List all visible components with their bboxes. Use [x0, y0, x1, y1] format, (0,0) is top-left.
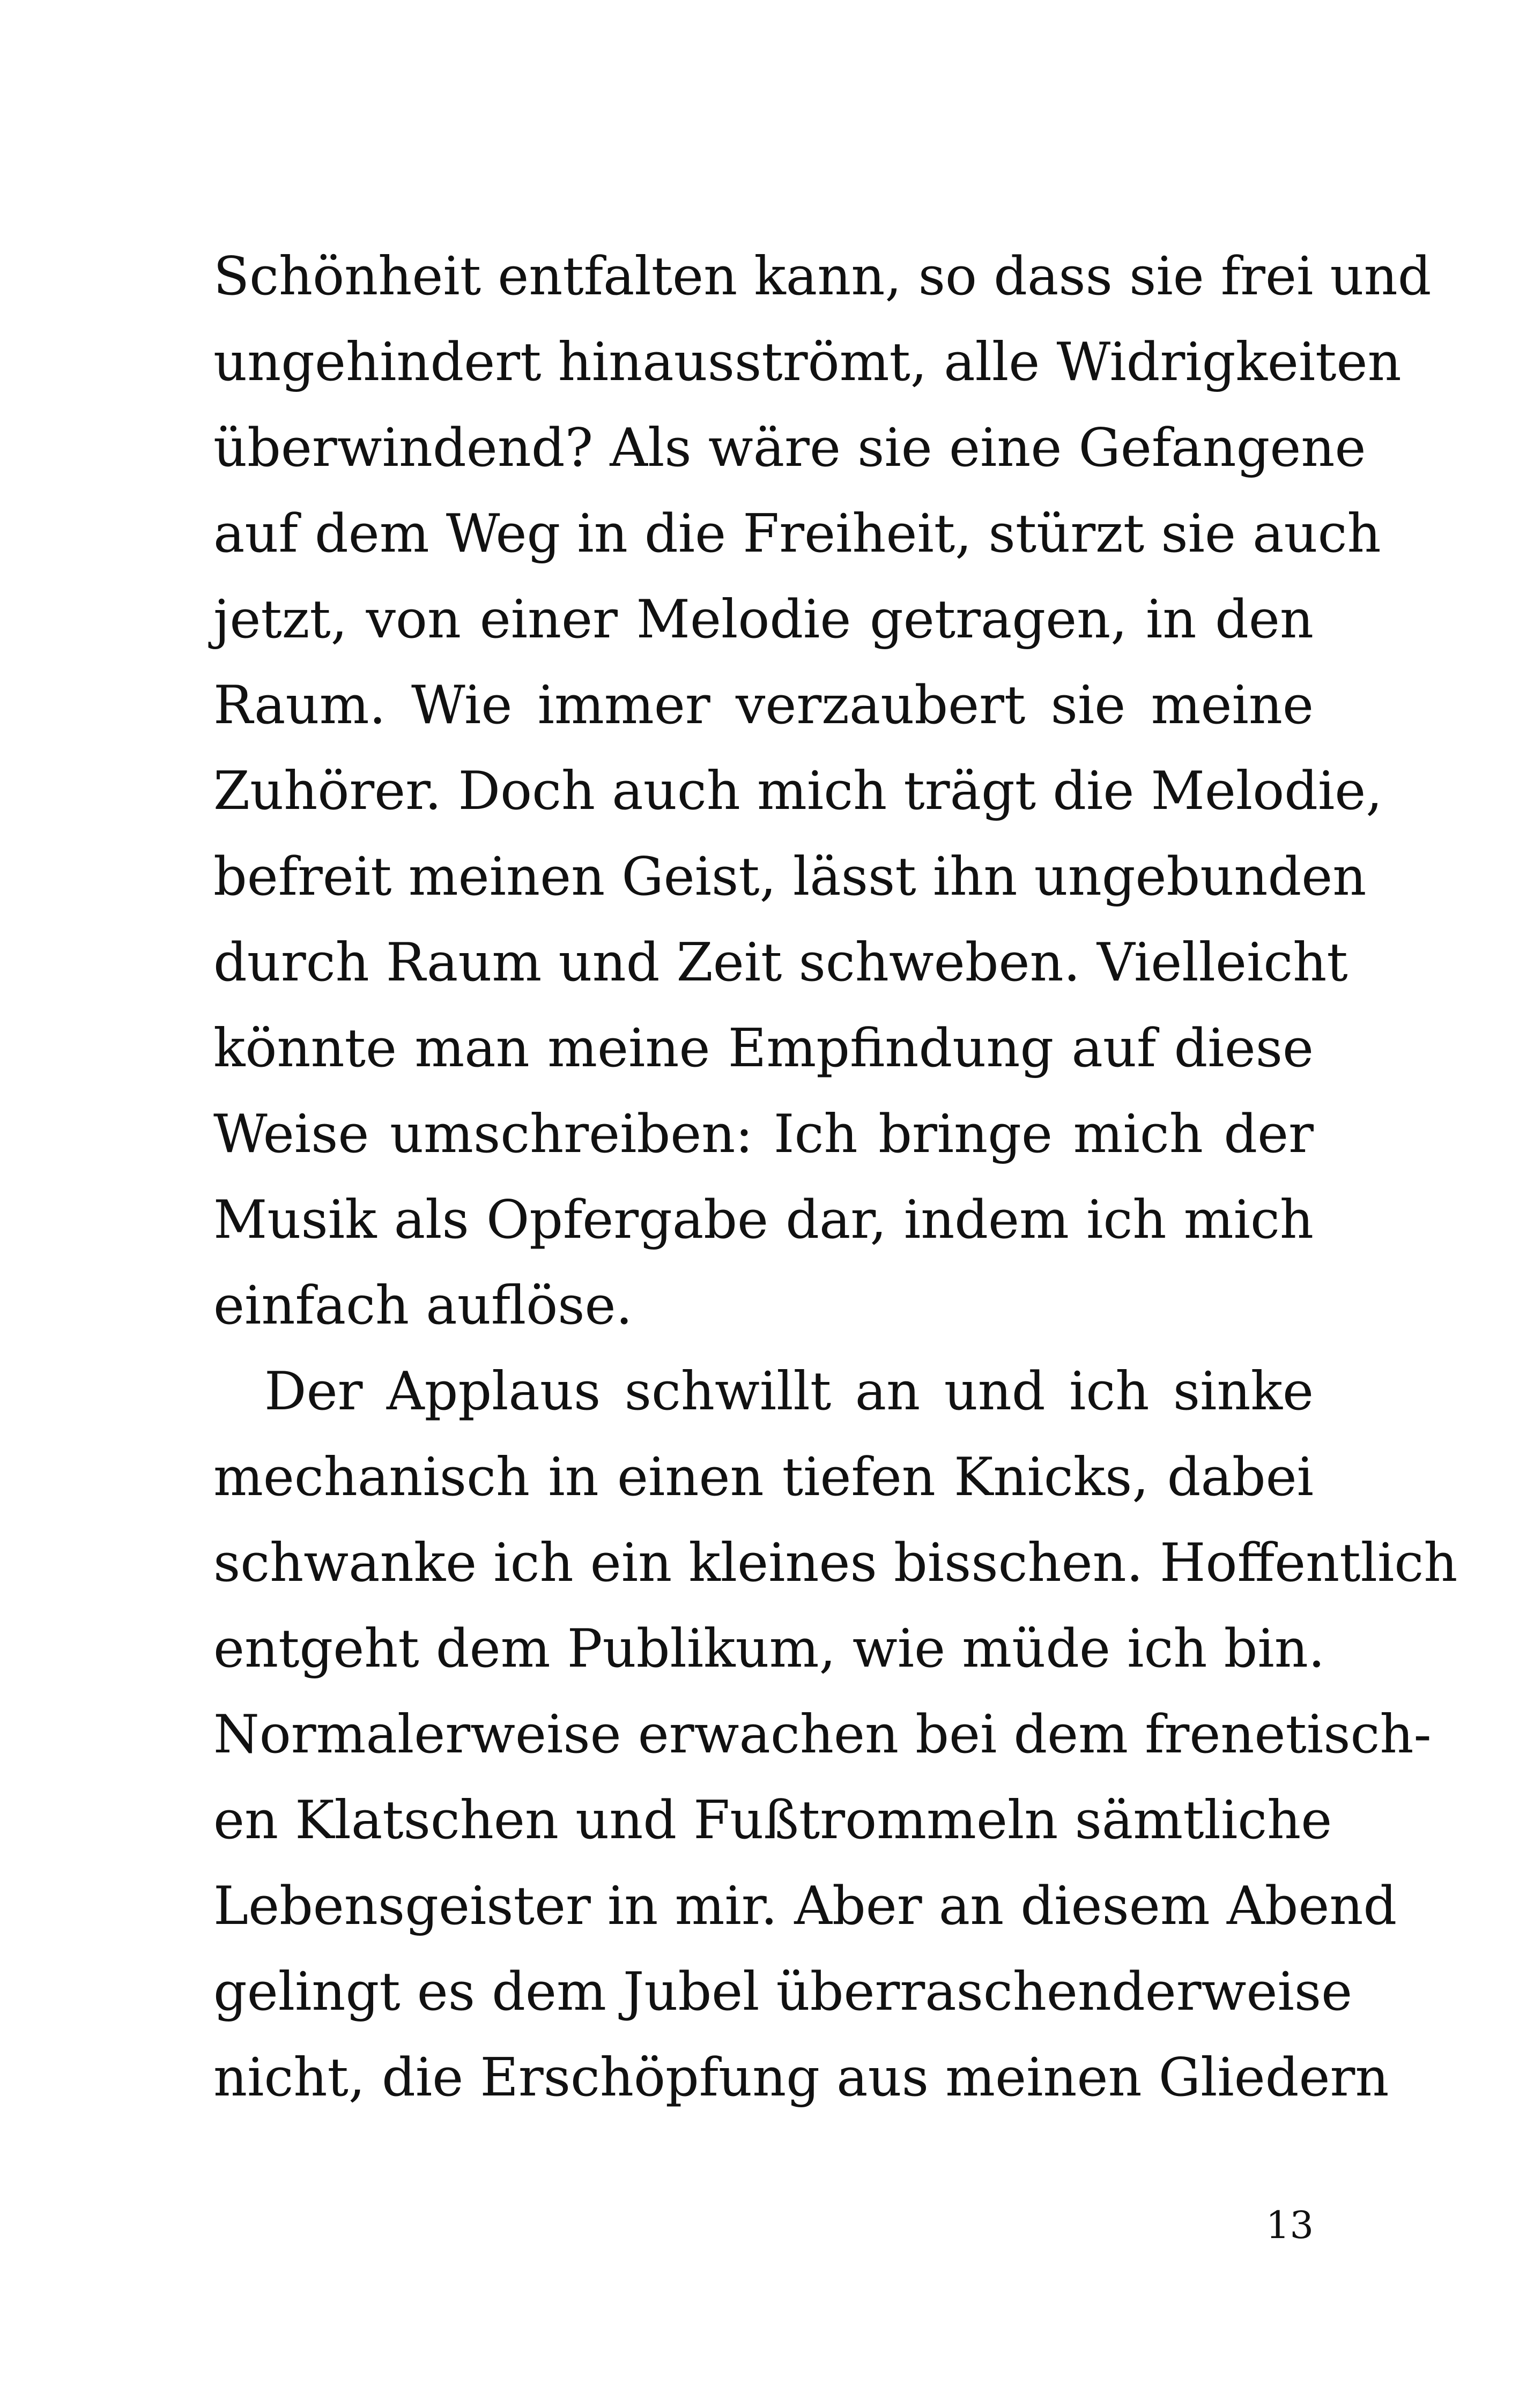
text-line: Lebensgeister in mir. Aber an diesem Abend — [213, 1876, 1397, 1937]
text-line: einfach auflöse. — [213, 1275, 633, 1336]
text-line: Weise umschreiben: Ich bringe mich der — [213, 1104, 1314, 1165]
page-number: 13 — [1265, 2203, 1314, 2247]
text-line: Der Applaus schwillt an und ich sinke — [264, 1361, 1314, 1422]
text-line: Zuhörer. Doch auch mich trägt die Melodie, — [213, 761, 1383, 822]
text-line: ungehindert hinausströmt, alle Widrigkeiten — [213, 332, 1402, 393]
text-line: Normalerweise erwachen bei dem frenetisch- — [213, 1704, 1432, 1765]
text-line: überwindend? Als wäre sie eine Gefangene — [213, 418, 1366, 479]
text-line: schwanke ich ein kleines bisschen. Hoffentlich — [213, 1533, 1458, 1594]
text-line: entgeht dem Publikum, wie müde ich bin. — [213, 1618, 1325, 1679]
text-line: befreit meinen Geist, lässt ihn ungebunden — [213, 846, 1367, 908]
text-line: auf dem Weg in die Freiheit, stürzt sie auch — [213, 503, 1381, 564]
text-line: nicht, die Erschöpfung aus meinen Gliedern — [213, 2047, 1389, 2108]
text-line: könnte man meine Empfindung auf diese — [213, 1018, 1314, 1079]
text-line: gelingt es dem Jubel überraschenderweise — [213, 1961, 1353, 2023]
text-line: Musik als Opfergabe dar, indem ich mich — [213, 1190, 1314, 1251]
text-line: durch Raum und Zeit schweben. Vielleicht — [213, 932, 1348, 993]
text-line: Schönheit entfalten kann, so dass sie frei und — [213, 246, 1432, 307]
text-line: jetzt, von einer Melodie getragen, in den — [213, 589, 1314, 650]
text-line: en Klatschen und Fußtrommeln sämtliche — [213, 1790, 1332, 1851]
body-text — [213, 234, 1458, 2121]
text-line: Raum. Wie immer verzaubert sie meine — [213, 675, 1314, 736]
text-line: mechanisch in einen tiefen Knicks, dabei — [213, 1447, 1314, 1508]
